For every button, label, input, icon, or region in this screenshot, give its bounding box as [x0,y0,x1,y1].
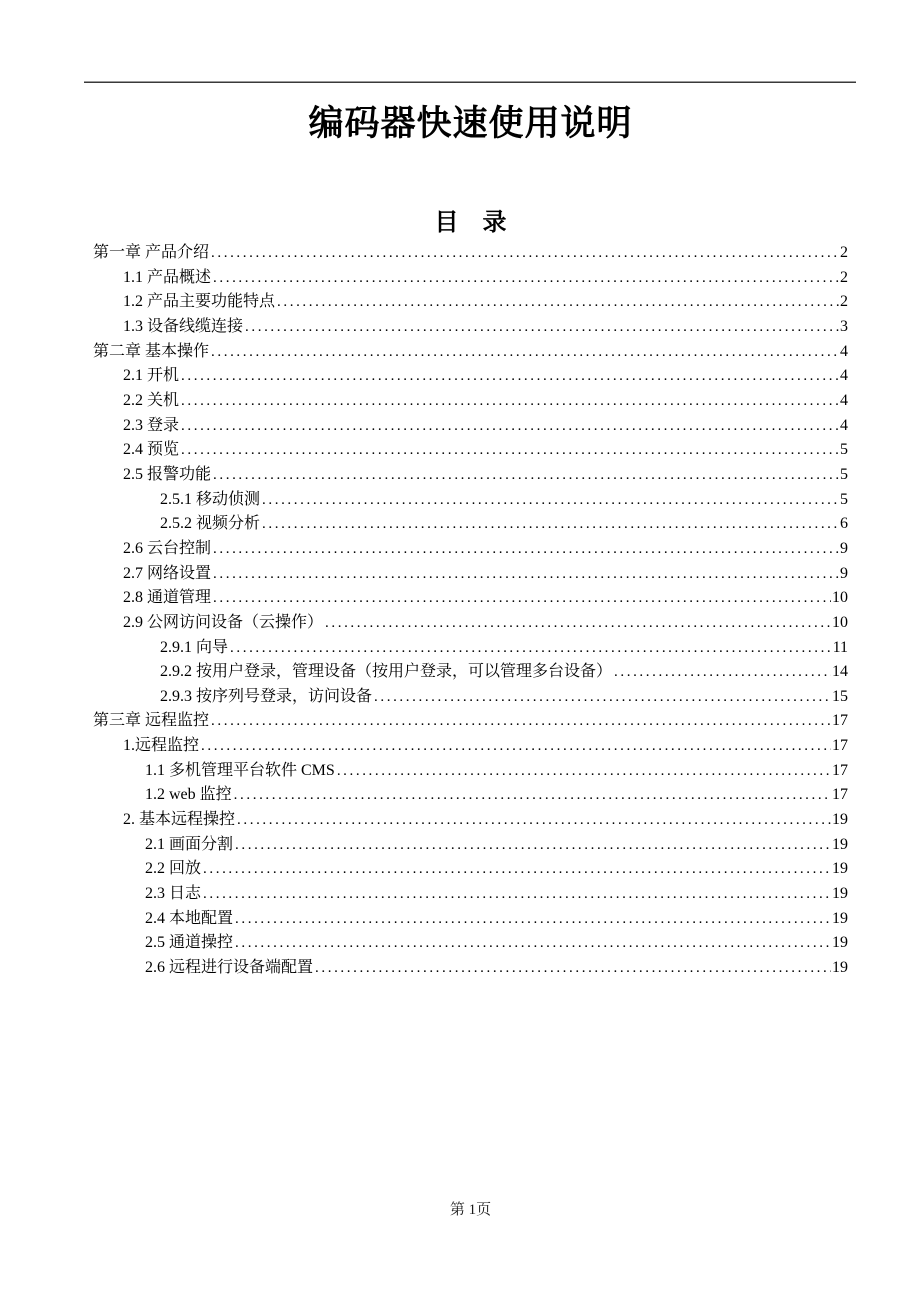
toc-entry-label: 1.远程监控 [123,737,200,755]
toc-entry-label: 2.9.1 向导 [160,638,229,656]
toc-entry[interactable] [93,586,848,611]
toc-entry[interactable] [93,315,848,340]
toc-entry-page: 4 [840,391,848,409]
toc-leader-dots [181,438,839,463]
toc-entry-label: 1.1 多机管理平台软件 CMS [145,761,335,779]
toc-entry-page: 5 [840,490,848,508]
toc-entry[interactable] [93,833,848,858]
toc-entry-label: 1.2 产品主要功能特点 [123,293,276,311]
toc-entry-label: 2.5 报警功能 [123,465,212,483]
toc-heading: 目 录 [434,210,507,236]
toc-entry[interactable] [93,290,848,315]
toc-entry[interactable] [93,907,848,932]
toc-leader-dots [203,857,831,882]
toc-entry[interactable] [93,636,848,661]
toc-leader-dots [337,759,831,784]
toc-entry-label: 2.1 画面分割 [145,835,234,853]
toc-leader-dots [181,364,839,389]
toc-entry-page: 17 [832,712,848,730]
toc-leader-dots [245,315,839,340]
page-number-footer: 第 1页 [449,1202,492,1218]
toc-entry[interactable] [93,857,848,882]
toc-leader-dots [211,241,839,266]
toc-entry-page: 4 [840,367,848,385]
toc-entry-label: 2.9 公网访问设备（云操作） [123,613,324,631]
toc-entry-page: 10 [832,589,848,607]
toc-entry-page: 10 [832,613,848,631]
toc-leader-dots [230,636,832,661]
toc-entry-label: 第二章 基本操作 [93,342,210,360]
toc-entry[interactable] [93,734,848,759]
toc-entry-label: 第一章 产品介绍 [93,244,210,261]
toc-entry[interactable] [93,931,848,956]
toc-leader-dots [181,414,839,439]
toc-entry-page: 17 [832,737,848,755]
toc-leader-dots [203,882,831,907]
toc-entry-label: 2.2 关机 [123,391,180,409]
toc-entry[interactable] [93,241,848,266]
toc-entry-page: 19 [832,811,848,829]
toc-entry-label: 2.2 回放 [145,860,202,878]
toc-entry-page: 5 [840,441,848,459]
toc-leader-dots [614,660,831,685]
toc-entry-page: 2 [840,244,848,261]
toc-leader-dots [213,586,831,611]
toc-entry-label: 2. 基本远程操控 [123,811,236,829]
toc-entry[interactable] [93,660,848,685]
toc-leader-dots [262,488,839,513]
toc-entry-page: 2 [840,268,848,286]
toc-leader-dots [213,266,839,291]
toc-entry-label: 2.3 日志 [145,885,202,903]
toc-entry[interactable] [93,611,848,636]
toc-leader-dots [277,290,839,315]
toc-entry[interactable] [93,340,848,365]
toc-entry-page: 19 [832,909,848,927]
toc-entry-page: 4 [840,342,848,360]
toc-entry[interactable] [93,808,848,833]
toc-entry-page: 19 [832,860,848,878]
toc-entry-page: 9 [840,539,848,557]
toc-leader-dots [213,562,839,587]
document-title: 编码器快速使用说明 [308,104,633,143]
toc-entry-label: 2.1 开机 [123,367,180,385]
toc-entry-page: 11 [832,638,848,656]
toc-leader-dots [211,340,839,365]
toc-entry-label: 2.5.1 移动侦测 [160,490,261,508]
toc-leader-dots [237,808,831,833]
toc-leader-dots [201,734,831,759]
toc-entry-page: 19 [832,885,848,903]
toc-leader-dots [181,389,839,414]
toc-entry-page: 19 [832,934,848,952]
header-rule [84,81,856,83]
toc-entry-page: 17 [832,786,848,804]
toc-entry[interactable] [93,364,848,389]
toc-entry-page: 3 [840,317,848,335]
toc-entry-label: 2.6 远程进行设备端配置 [145,959,314,977]
toc-entry-page: 19 [832,959,848,977]
toc-entry-page: 19 [832,835,848,853]
toc-entry[interactable] [93,709,848,734]
toc-leader-dots [234,783,831,808]
toc-leader-dots [262,512,839,537]
toc-entry[interactable] [93,759,848,784]
toc-leader-dots [213,463,839,488]
toc-leader-dots [213,537,839,562]
toc-entry[interactable] [93,562,848,587]
toc-entry-label: 2.5 通道操控 [145,934,234,952]
toc-entry[interactable] [93,685,848,710]
toc-entry[interactable] [93,956,848,981]
toc-entry-label: 2.5.2 视频分析 [160,515,261,533]
toc-entry[interactable] [93,488,848,513]
toc-entry-page: 2 [840,293,848,311]
toc-leader-dots [235,833,831,858]
toc-entry-label: 2.4 预览 [123,441,180,459]
toc-leader-dots [374,685,831,710]
toc-entry-label: 2.7 网络设置 [123,564,212,582]
toc-entry-label: 2.9.3 按序列号登录，访问设备 [160,687,373,705]
toc-entry[interactable] [93,389,848,414]
toc-entry-label: 2.3 登录 [123,416,180,434]
toc-entry-label: 2.6 云台控制 [123,539,212,557]
toc-entry-label: 2.9.2 按用户登录，管理设备（按用户登录，可以管理多台设备） [160,663,613,681]
toc-entry-label: 第三章 远程监控 [93,712,210,730]
toc-entry[interactable] [93,882,848,907]
toc-leader-dots [235,931,831,956]
toc-entry-label: 1.1 产品概述 [123,268,212,286]
toc-entry-page: 17 [832,761,848,779]
toc-leader-dots [315,956,831,981]
toc-entry[interactable] [93,266,848,291]
toc-entry-page: 15 [832,687,848,705]
toc-entry-page: 4 [840,416,848,434]
toc-entry-label: 1.2 web 监控 [145,786,232,804]
toc-entry[interactable] [93,414,848,439]
toc-entry-label: 1.3 设备线缆连接 [123,317,244,335]
toc-entry-label: 2.8 通道管理 [123,589,212,607]
toc-entry[interactable] [93,463,848,488]
toc-entry[interactable] [93,438,848,463]
toc-entry-label: 2.4 本地配置 [145,909,234,927]
toc-entry-page: 14 [832,663,848,681]
toc-entry-page: 6 [840,515,848,533]
toc-entry[interactable] [93,512,848,537]
toc-leader-dots [325,611,831,636]
toc-entry-page: 5 [840,465,848,483]
toc-entry[interactable] [93,783,848,808]
toc-leader-dots [235,907,831,932]
toc-entry-page: 9 [840,564,848,582]
toc-leader-dots [211,709,831,734]
toc-entry[interactable] [93,537,848,562]
toc-list [93,241,848,981]
